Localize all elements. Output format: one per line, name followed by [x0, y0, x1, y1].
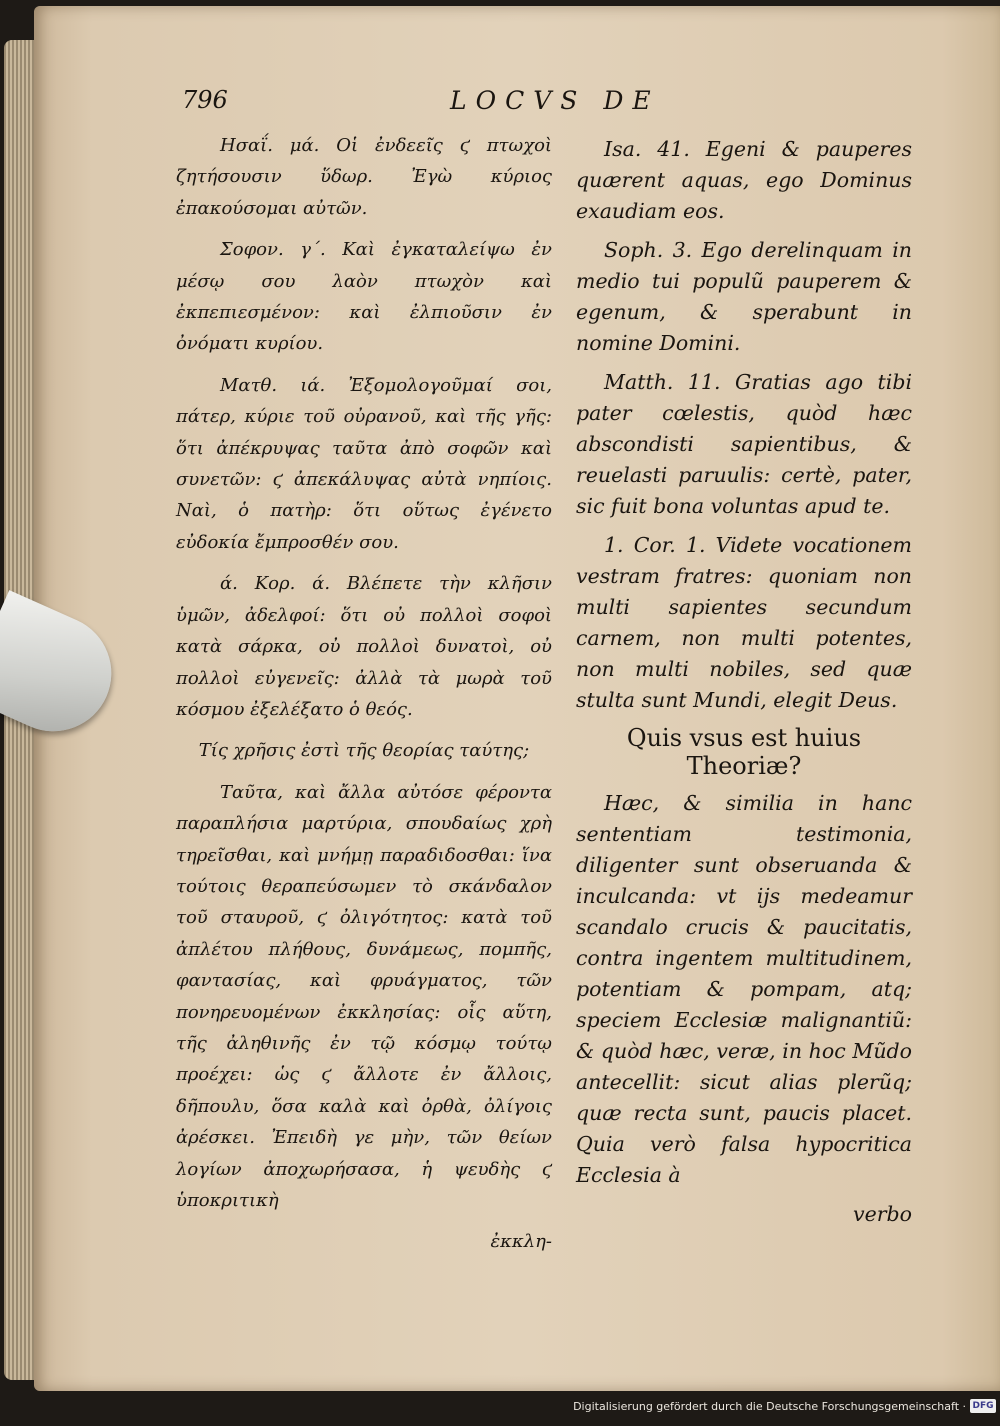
greek-catchword: ἐκκλη- — [490, 1231, 552, 1253]
greek-passage-isaiah: Ησαΐ. μά. Οἱ ἐνδεεῖς ϛ πτωχοὶ ζητήσουσιν ὕδωρ. Ἐγὼ κύριος ἐπακούσομαι αὐτῶν. — [176, 135, 552, 219]
dfg-logo: DFG — [970, 1399, 996, 1413]
greek-body-text: Ταῦτα, καὶ ἄλλα αὐτόσε φέροντα παραπλήσια μαρτύρια, σπουδαίως χρὴ τηρεῖσθαι, καὶ μνήμῃ παραδιδοσθαι: ἵνα τούτοις θεραπεύσωμεν τὸ σκάνδαλον τοῦ σταυροῦ, ϛ ὀλιγότητος: κατὰ τοῦ ἀπλέτου πλήθους, δυνάμεως, πομπῆς, φαντασίας, καὶ φρυάγματος, τῶν πονηρευομένων ἐκκλησίας: οἷς αὕτη, τῆς ἀληθινῆς ἐν τῷ κόσμῳ τούτῳ προέχει: ὡς ϛ ἄλλοτε ἐν ἄλλοις, δῆπουλυ, ὅσα καλὰ καὶ ὀρθὰ, ὀλίγοις ἀρέσκει. Ἐπειδὴ γε μὴν, τῶν θείων λογίων ἀποχωρήσασα, ἡ ψευδὴς ϛ ὑποκριτικὴ — [176, 781, 552, 1211]
latin-passage-corinthians: 1. Cor. 1. Videte vocationem vestram fratres: quoniam non multi sapientes secundum carnem, non multi potentes, non multi nobiles, sed quæ stulta sunt Mundi, elegit Deus. — [576, 533, 912, 712]
digitization-credit: Digitalisierung gefördert durch die Deutsche Forschungsgemeinschaft · — [573, 1400, 966, 1413]
greek-section-heading: Τίς χρῆσις ἐστὶ τῆς θεορίας ταύτης; — [198, 740, 530, 762]
running-head: LOCVS DE — [450, 86, 660, 115]
latin-passage-matthew: Matth. 11. Gratias ago tibi pater cœlestis, quòd hæc abscondisti sapientibus, & reuelasti paruulis: certè, pater, sic fuit bona voluntas apud te. — [576, 370, 912, 518]
latin-passage-zephaniah: Soph. 3. Ego derelinquam in medio tui populũ pauperem & egenum, & sperabunt in nomine Domini. — [576, 238, 912, 355]
latin-column — [576, 134, 912, 1238]
page-number: 796 — [182, 86, 228, 114]
greek-passage-zephaniah: Σοφον. γ΄. Καὶ ἐγκαταλείψω ἐν μέσῳ σου λαὸν πτωχὸν καὶ ἐκπεπιεσμένον: καὶ ἐλπιοῦσιν ἐν ὀνόματι κυρίου. — [176, 239, 552, 355]
greek-passage-matthew: Ματθ. ιά. Ἐξομολογοῦμαί σοι, πάτερ, κύριε τοῦ οὐρανοῦ, καὶ τῆς γῆς: ὅτι ἀπέκρυψας ταῦτα ἀπὸ σοφῶν καὶ συνετῶν: ϛ ἀπεκάλυψας αὐτὰ νηπίοις. Ναὶ, ὁ πατὴρ: ὅτι οὕτως ἐγένετο εὐδοκία ἔμπροσθέν σου. — [176, 374, 552, 553]
latin-passage-isaiah: Isa. 41. Egeni & pauperes quærent aquas, ego Dominus exaudiam eos. — [576, 137, 912, 223]
latin-catchword: verbo — [853, 1202, 912, 1226]
greek-column — [176, 130, 552, 1268]
greek-passage-corinthians: ά. Κορ. ά. Βλέπετε τὴν κλῆσιν ὑμῶν, ἀδελφοί: ὅτι οὐ πολλοὶ σοφοὶ κατὰ σάρκα, οὐ πολλοὶ δυνατοὶ, οὐ πολλοὶ εὐγενεῖς: ἀλλὰ τὰ μωρὰ τοῦ κόσμου ἐξελέξατο ὁ θεός. — [176, 573, 552, 720]
latin-body-text: Hæc, & similia in hanc sententiam testimonia, diligenter sunt obseruanda & inculcanda: vt ijs medeamur scandalo crucis & paucitatis, contra ingentem multitudinem, potentiam & pompam, atq; speciem Ecclesiæ malignantiũ: & quòd hæc, veræ, in hoc Mũdo antecellit: sicut alias plerũq; quæ recta sunt, paucis placet. Quia verò falsa hypocritica Ecclesia à — [576, 791, 912, 1187]
latin-section-heading: Quis vsus est huius Theoriæ? — [626, 724, 862, 780]
